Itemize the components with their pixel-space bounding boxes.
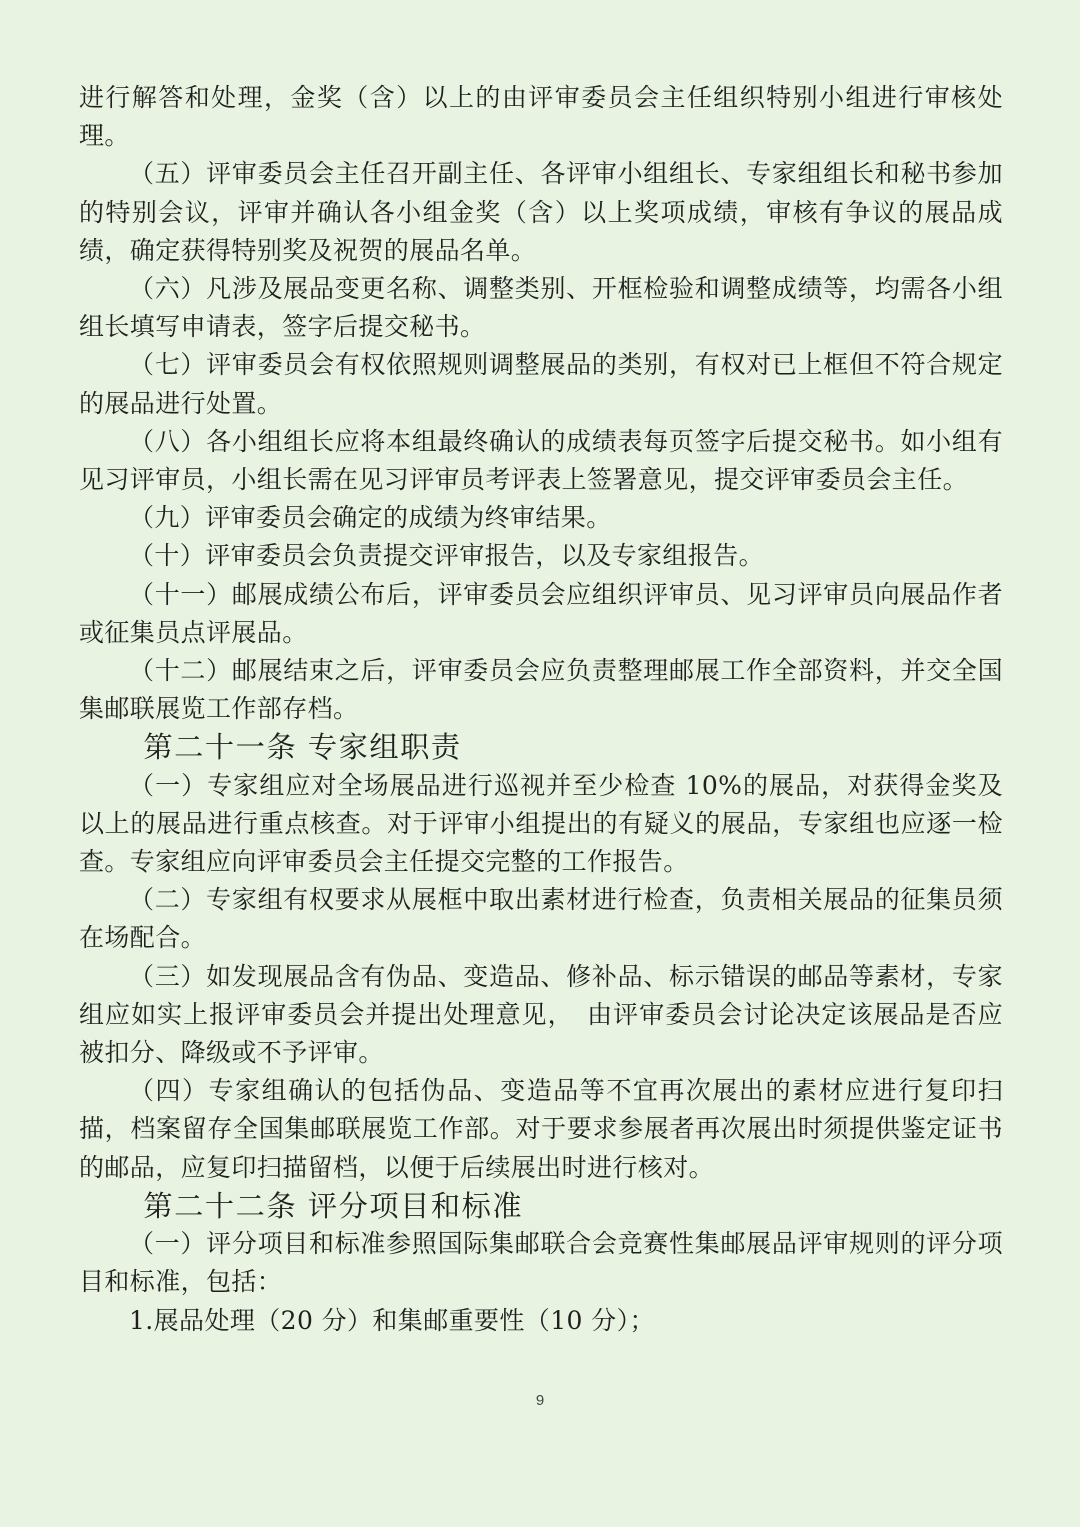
paragraph-scoring-subitem-1: 1.展品处理（20 分）和集邮重要性（10 分）； (129, 1305, 655, 1335)
paragraph-item-7: （七）评审委员会有权依照规则调整展品的类别，有权对已上框但不符合规定的展品进行处置。 (79, 350, 1003, 418)
paragraph-item-8: （八）各小组组长应将本组最终确认的成绩表每页签字后提交秘书。如小组有见习评审员，小组长需在见习评审员考评表上签署意见，提交评审委员会主任。 (79, 426, 1003, 495)
paragraph-item-11: （十一）邮展成绩公布后，评审委员会应组织评审员、见习评审员向展品作者或征集员点评展品。 (79, 579, 1003, 647)
paragraph-expert-item-1: （一）专家组应对全场展品进行巡视并至少检查 10%的展品，对获得金奖及以上的展品进行重点核查。对于评审小组提出的有疑义的展品，专家组也应逐一检查。专家组应向评审委员会主任提交完整的工作报告。 (79, 770, 1003, 877)
paragraph-item-10: （十）评审委员会负责提交评审报告，以及专家组报告。 (129, 541, 765, 571)
paragraph-item-6: （六）凡涉及展品变更名称、调整类别、开框检验和调整成绩等，均需各小组组长填写申请表，签字后提交秘书。 (79, 274, 1003, 342)
paragraph-item-12: （十二）邮展结束之后，评审委员会应负责整理邮展工作全部资料，并交全国集邮联展览工作部存档。 (79, 656, 1003, 724)
article-21-heading: 第二十一条 专家组职责 (143, 730, 462, 765)
page-number: 9 (535, 1392, 545, 1409)
paragraph-expert-item-3: （三）如发现展品含有伪品、变造品、修补品、标示错误的邮品等素材，专家组应如实上报评审委员会并提出处理意见， 由评审委员会讨论决定该展品是否应被扣分、降级或不予评审。 (79, 961, 1003, 1068)
paragraph-expert-item-4: （四）专家组确认的包括伪品、变造品等不宜再次展出的素材应进行复印扫描，档案留存全国集邮联展览工作部。对于要求参展者再次展出时须提供鉴定证书的邮品，应复印扫描留档，以便于后续展出时进行核对。 (79, 1076, 1003, 1182)
paragraph-item-9: （九）评审委员会确定的成绩为终审结果。 (129, 503, 612, 533)
paragraph-item-5: （五）评审委员会主任召开副主任、各评审小组组长、专家组组长和秘书参加的特别会议，评审并确认各小组金奖（含）以上奖项成绩，审核有争议的展品成绩，确定获得特别奖及祝贺的展品名单。 (79, 159, 1003, 265)
paragraph-scoring-item-1: （一）评分项目和标准参照国际集邮联合会竞赛性集邮展品评审规则的评分项目和标准，包括： (79, 1229, 1003, 1297)
paragraph-continuation: 进行解答和处理，金奖（含）以上的由评审委员会主任组织特别小组进行审核处理。 (79, 83, 1003, 151)
paragraph-expert-item-2: （二）专家组有权要求从展框中取出素材进行检查，负责相关展品的征集员须在场配合。 (79, 885, 1003, 953)
article-22-heading: 第二十二条 评分项目和标准 (143, 1188, 524, 1223)
document-body (79, 79, 1003, 1340)
